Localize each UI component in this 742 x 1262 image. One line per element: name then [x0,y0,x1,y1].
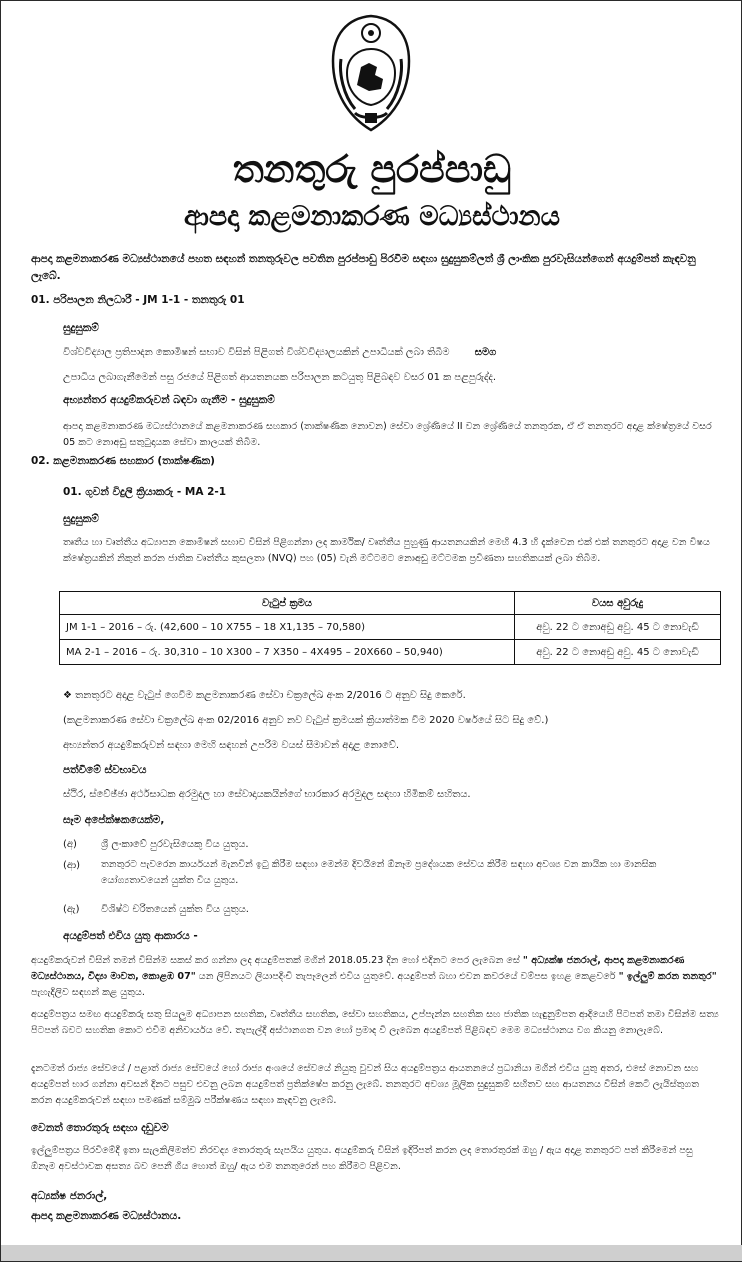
application-text: යන ලිපිනයට ලියාපදිංචි තැපෑලෙන් එවිය යුතුවේ. අයදුම්පත් බහා එවන කවරයේ වම්පස ඉහළ කෙළවරේ [195,971,619,982]
post1-internal-text: ආපදා කළමනාකරණ මධ්‍යස්ථානයේ කළමනාකරණ සහකාර (තාක්ෂණික නොවන) සේවා ශ්‍රේණියේ II වන ශ්‍රේණියේ තනතුරක, ඒ ඒ තනතුරට අදාළ ක්ෂේත්‍රයේ වසර 05 කට නොඅඩු සතුටුදායක සේවා කාලයක් තිබීම. [63,421,712,448]
signature-title: අධ්‍යක්ෂ ජනරාල්, [31,1190,108,1202]
table-cell-age: අවු. 22 ට නොඅඩු අවු. 45 ට නොවැඩි [515,640,721,665]
intro-paragraph: ආපදා කළමනාකරණ මධ්‍යස්ථානයේ පහත සඳහන් තනතුරුවල පවතින පුරප්පාඩු පිරවීම සඳහා සුදුසුකම්ලත් ශ්‍රී ලාංකික පුරවැසියන්ගෙන් අයදුම්පත් කැඳවනු ලැබේ. [31,253,696,282]
table-row [60,615,721,640]
signature-organization: ආපදා කළමනාකරණ මධ්‍යස්ථානය. [31,1210,182,1222]
application-paragraph-3: දැනටමත් රාජ්‍ය සේවයේ / පළාත් රාජ්‍ය සේවයේ හෝ රාජ්‍ය අංශයේ සේවයේ නියුතු වුවන් සිය අයදුම්පත්‍රය ආයතනයේ ප්‍රධානියා මගින් එවිය යුතු අතර, එසේ නොවන සහ අයදුම්පත් භාර ගන්නා අවසන් දිනට පසුව එවනු ලබන අයදුම්පත් ප්‍රතික්ෂේප කරනු ලැබේ. තනතුරට අවශ්‍ය මූලික සුදුසුකම් සහිතව සහ ආයතනය විසින් කෙටි ලැයිස්තුගත කරන අයදුම්කරුවන් සඳහා පමණක් සම්මුඛ පරීක්ෂණය සඳහා කැඳවනු ලැබේ. [31,1063,700,1106]
post2-heading: 02. කළමනාකරණ සහකාර (තාක්ෂණික) [31,455,215,467]
bottom-border-bar [1,1245,742,1261]
page-title: තනතුරු පුරප්පාඩු [232,147,512,191]
table-cell-salary: JM 1-1 – 2016 – රු. (42,600 – 10 X755 – 18 X1,135 – 70,580) [60,615,515,640]
salary-note-bracketed: (කළමනාකරණ සේවා චක්‍රලේඛ අංක 02/2016 අනුව නව වැටුප් ක්‍රමයක් ක්‍රියාත්මක වීම 2020 වර්ෂයේ සිට සිදු වේ.) [63,715,549,726]
application-address: " අධ්‍යක්ෂ ජනරාල්, ආපදා කළමනාකරණ මධ්‍යස්ථානය, විද්‍යා මාවත, කොළඹ 07" [31,955,685,982]
application-text: අයදුම්කරුවන් විසින් තමන් විසින්ම සකස් කර ගන්නා ලද අයදුම්පතක් මගින් 2018.05.23 දින හෝ එදිනට පෙර ලැබෙන සේ [31,955,523,966]
application-method-heading: අයදුම්පත් එවිය යුතු ආකාරය - [63,930,198,942]
post1-internal-heading: අභ්‍යන්තර අයදුම්කරුවන් බඳවා ගැනීම - සුදුසුකම් [63,394,275,406]
table-cell-salary: MA 2-1 – 2016 – රු. 30,310 – 10 X300 – 7 X350 – 4X495 – 20X660 – 50,940) [60,640,515,665]
table-header-salary: වැටුප් ක්‍රමය [60,592,515,615]
post1-experience-line: උපාධිය ලබාගැනීමෙන් පසු රජයේ පිළිගත් ආයතනයක පරිපාලන කටයුතු පිළිබඳව වසර 01 ක පළපුරුද්ද. [63,372,497,383]
application-paragraph-1 [31,953,719,1001]
candidates-heading: සෑම අපේක්ෂකයෙක්ම, [63,814,165,826]
post1-qualifications-heading: සුදුසුකම් [63,322,99,334]
salary-note: ❖ තනතුරට අදාළ වැටුප් ගෙවීම කළමනාකරණ සේවා චක්‍රලේඛ අංක 2/2016 ට අනුව සිදු කෙරේ. [63,690,466,701]
application-paragraph-2: අයදුම්පත්‍රය සමඟ අයදුම්කරු සතු සියලුම අධ්‍යාපන සහතික, වෘත්තීය සහතික, සේවා සහතිකය, උප්පැන්න සහතික සහ ජාතික හැඳුනුම්පත ආදියෙහි පිටපත් තමා විසින්ම සත්‍ය පිටපත් බවට සහතික කොට එවීම අනිවාර්යය වේ. තැපැල්දී අස්ථානගත වන හෝ ප්‍රමාද වී ලැබෙන අයදුම්පත් පිළිබඳව මෙම මධ්‍යස්ථානය වග කියනු නොලැබේ. [31,1009,719,1036]
appointment-nature-text: ස්ථිර, ස්වේඡ්ඡා අර්ථසාධක අරමුදල හා සේවාදායකයින්ගේ භාරකාර අරමුදල සඳහා හිමිකම් සහිතය. [63,789,471,800]
candidate-item-text: තනතුරට පැවරෙන කාර්යයන් මැනවින් ඉටු කිරීම සඳහා මෙන්ම දිවයිනේ ඕනෑම ප්‍රදේශයක සේවය කිරීම සඳහා අවශ්‍ය වන කායික හා මානසික යෝග්‍යතාවයෙන් යුක්ත විය යුතුය. [101,859,657,886]
post1-qualification-text: විශ්වවිද්‍යාල ප්‍රතිපාදන කොමිෂන් සභාව විසින් පිළිගත් විශ්වවිද්‍යාලයකින් උපාධියක් ලබා තිබීම [63,347,450,358]
table-header-row [60,592,721,615]
organization-title: ආපදා කළමනාකරණ මධ්‍යස්ථානය [183,201,560,232]
application-post-label: " ඉල්ලුම් කරන තනතුර" [618,971,717,982]
appointment-nature-heading: පත්වීමේ ස්වභාවය [63,764,147,776]
candidate-item-mark: (අ) [63,839,77,850]
post2-subheading: 01. ගුවන් විදුලි ක්‍රියාකරු - MA 2-1 [63,486,227,498]
candidate-item-mark: (ආ) [63,860,81,871]
table-header-age: වයස අවුරුදු [515,592,721,615]
information-heading: වෙනත් තොරතුරු සඳහා දඩුවම [31,1122,169,1134]
post1-heading: 01. පරිපාලන නිලධාරී - JM 1-1 - තනතුරු 01 [31,294,245,306]
table-row [60,640,721,665]
salary-table [59,591,721,665]
post2-qualifications-heading: සුදුසුකම් [63,513,99,525]
table-cell-age: අවු. 22 ට නොඅඩු අවු. 45 ට නොවැඩි [515,615,721,640]
candidate-item-mark: (ඇ) [63,904,80,915]
national-emblem-icon [325,13,417,133]
candidate-item-text: ශ්‍රී ලංකාවේ පුරවැසියෙකු විය යුතුය. [101,839,249,850]
post1-qualification-with: සමග [474,347,497,358]
candidate-item-text: විශිෂ්ට චරිතයෙන් යුක්ත විය යුතුය. [101,904,249,915]
age-limit-note: අභ්‍යන්තර අයදුම්කරුවන් සඳහා මෙහි සඳහන් උපරිම වයස් සීමාවන් අදාළ නොවේ. [63,740,400,751]
information-text: ඉල්ලුම්පත්‍රය පිරවීමේදී ඉතා සැලකිලිමත්ව නිරවද්‍ය තොරතුරු සැපයිය යුතුය. අයදුම්කරු විසින් ඉදිරිපත් කරන ලද තොරතුරක් ඔහු / ඇය අදාළ තනතුරට පත් කිරීමෙන් පසු ඕනෑම අවස්ථාවක අසත්‍ය බව පෙනී ගිය හොත් ඔහු/ ඇය එම තනතුරෙන් පහ කිරීමට පිළිවන. [31,1145,693,1172]
post1-qualification-line [63,346,496,360]
post2-qualification-text: තෘතීය හා වෘත්තීය අධ්‍යාපන කොමිෂන් සභාව විසින් පිළිගන්නා ලද කාර්මික/ වෘත්තීය පුහුණු ආයතනයකින් මෙහි 4.3 හි දැක්වෙන එක් එක් තනතුරට අදාළ වන විෂය ක්ෂේත්‍රයකින් නිකුත් කරන ජාතික වෘත්තීය කුසලතා (NVQ) පහ (05) වැනි මට්ටමට නොඅඩු මට්ටමක ප්‍රවීණතා සහතිකයක් ලබා තිබීම. [63,537,710,564]
application-text: පැහැදිලිව සඳහන් කළ යුතුය. [31,987,145,998]
